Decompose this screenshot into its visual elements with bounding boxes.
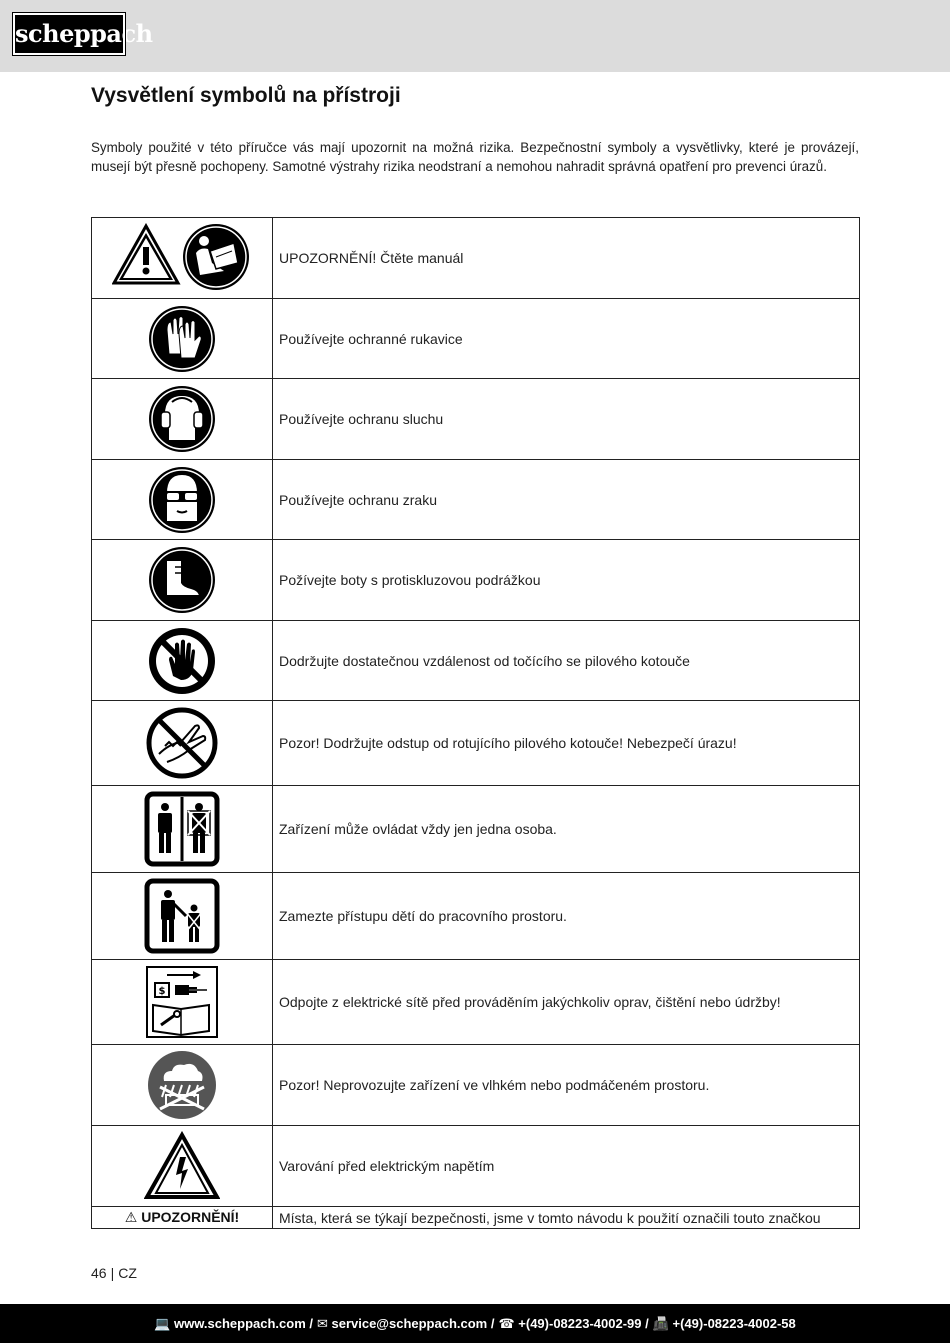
symbol-text: Používejte ochranu zraku [273,460,860,540]
symbol-text: Používejte ochranu sluchu [273,379,860,460]
safety-boots-icon [92,540,273,621]
unplug-before-maintenance-icon [92,960,273,1045]
no-rain-icon [92,1045,273,1126]
warning-label: ⚠ UPOZORNĚNÍ! [92,1207,273,1229]
footer-email-link[interactable]: ✉ service@scheppach.com / [316,1315,495,1331]
symbol-text: Dodržujte dostatečnou vzdálenost od točícího se pilového kotouče [273,621,860,701]
high-voltage-icon [92,1126,273,1207]
symbol-text: Odpojte z elektrické sítě před prováděním jakýchkoliv oprav, čištění nebo údržby! [273,960,860,1045]
footer-website-link[interactable]: 💻 www.scheppach.com / [154,1315,313,1331]
table-row [92,218,860,299]
table-row [92,786,860,873]
brand-logo: scheppach [13,13,125,55]
warning-note-row [92,1207,860,1229]
table-row [92,1126,860,1207]
gloves-icon [92,299,273,379]
symbol-text: Zařízení může ovládat vždy jen jedna osoba. [273,786,860,873]
symbol-text: Pozor! Dodržujte odstup od rotujícího pilového kotouče! Nebezpečí úrazu! [273,701,860,786]
symbol-text: Zamezte přístupu dětí do pracovního prostoru. [273,873,860,960]
symbol-text: Požívejte boty s protiskluzovou podrážkou [273,540,860,621]
symbol-text: UPOZORNĚNÍ! Čtěte manuál [273,218,860,299]
page-number [91,1265,137,1281]
symbols-table [91,217,860,1229]
hearing-protection-icon [92,379,273,460]
table-row [92,540,860,621]
page-number-value: 46 [91,1265,107,1281]
svg-text:$: $ [158,986,166,997]
symbol-text: Pozor! Neprovozujte zařízení ve vlhkém nebo podmáčeném prostoru. [273,1045,860,1126]
symbol-text: Varování před elektrickým napětím [273,1126,860,1207]
page-header [0,0,950,72]
no-children-icon [92,873,273,960]
hand-saw-blade-prohibited-icon [92,701,273,786]
footer-fax: 📠 +(49)-08223-4002-58 [652,1315,796,1331]
table-row [92,873,860,960]
table-row [92,379,860,460]
table-row [92,299,860,379]
symbol-text: Používejte ochranné rukavice [273,299,860,379]
page-separator: | [110,1265,115,1281]
page-language: CZ [118,1265,137,1281]
warning-read-manual-icon [92,218,273,299]
page-footer [0,1304,950,1343]
eye-protection-icon [92,460,273,540]
table-row [92,960,860,1045]
footer-phone: ☎ +(49)-08223-4002-99 / [498,1315,649,1331]
table-row [92,1045,860,1126]
warning-note-text: Místa, která se týkají bezpečnosti, jsme v tomto návodu k použití označili touto značkou [273,1207,860,1229]
no-hand-icon [92,621,273,701]
one-operator-icon [92,786,273,873]
intro-paragraph: Symboly použité v této příručce vás mají upozornit na možná rizika. Bezpečnostní symboly a vysvětlivky, které je provázejí, musejí být přesně pochopeny. Samotné výstrahy rizika neodstraní a nemohou nahradit správná opatření pro prevenci úrazů. [91,140,859,174]
table-row [92,701,860,786]
table-row [92,460,860,540]
table-row [92,621,860,701]
page-title: Vysvětlení symbolů na přístroji [91,84,401,107]
